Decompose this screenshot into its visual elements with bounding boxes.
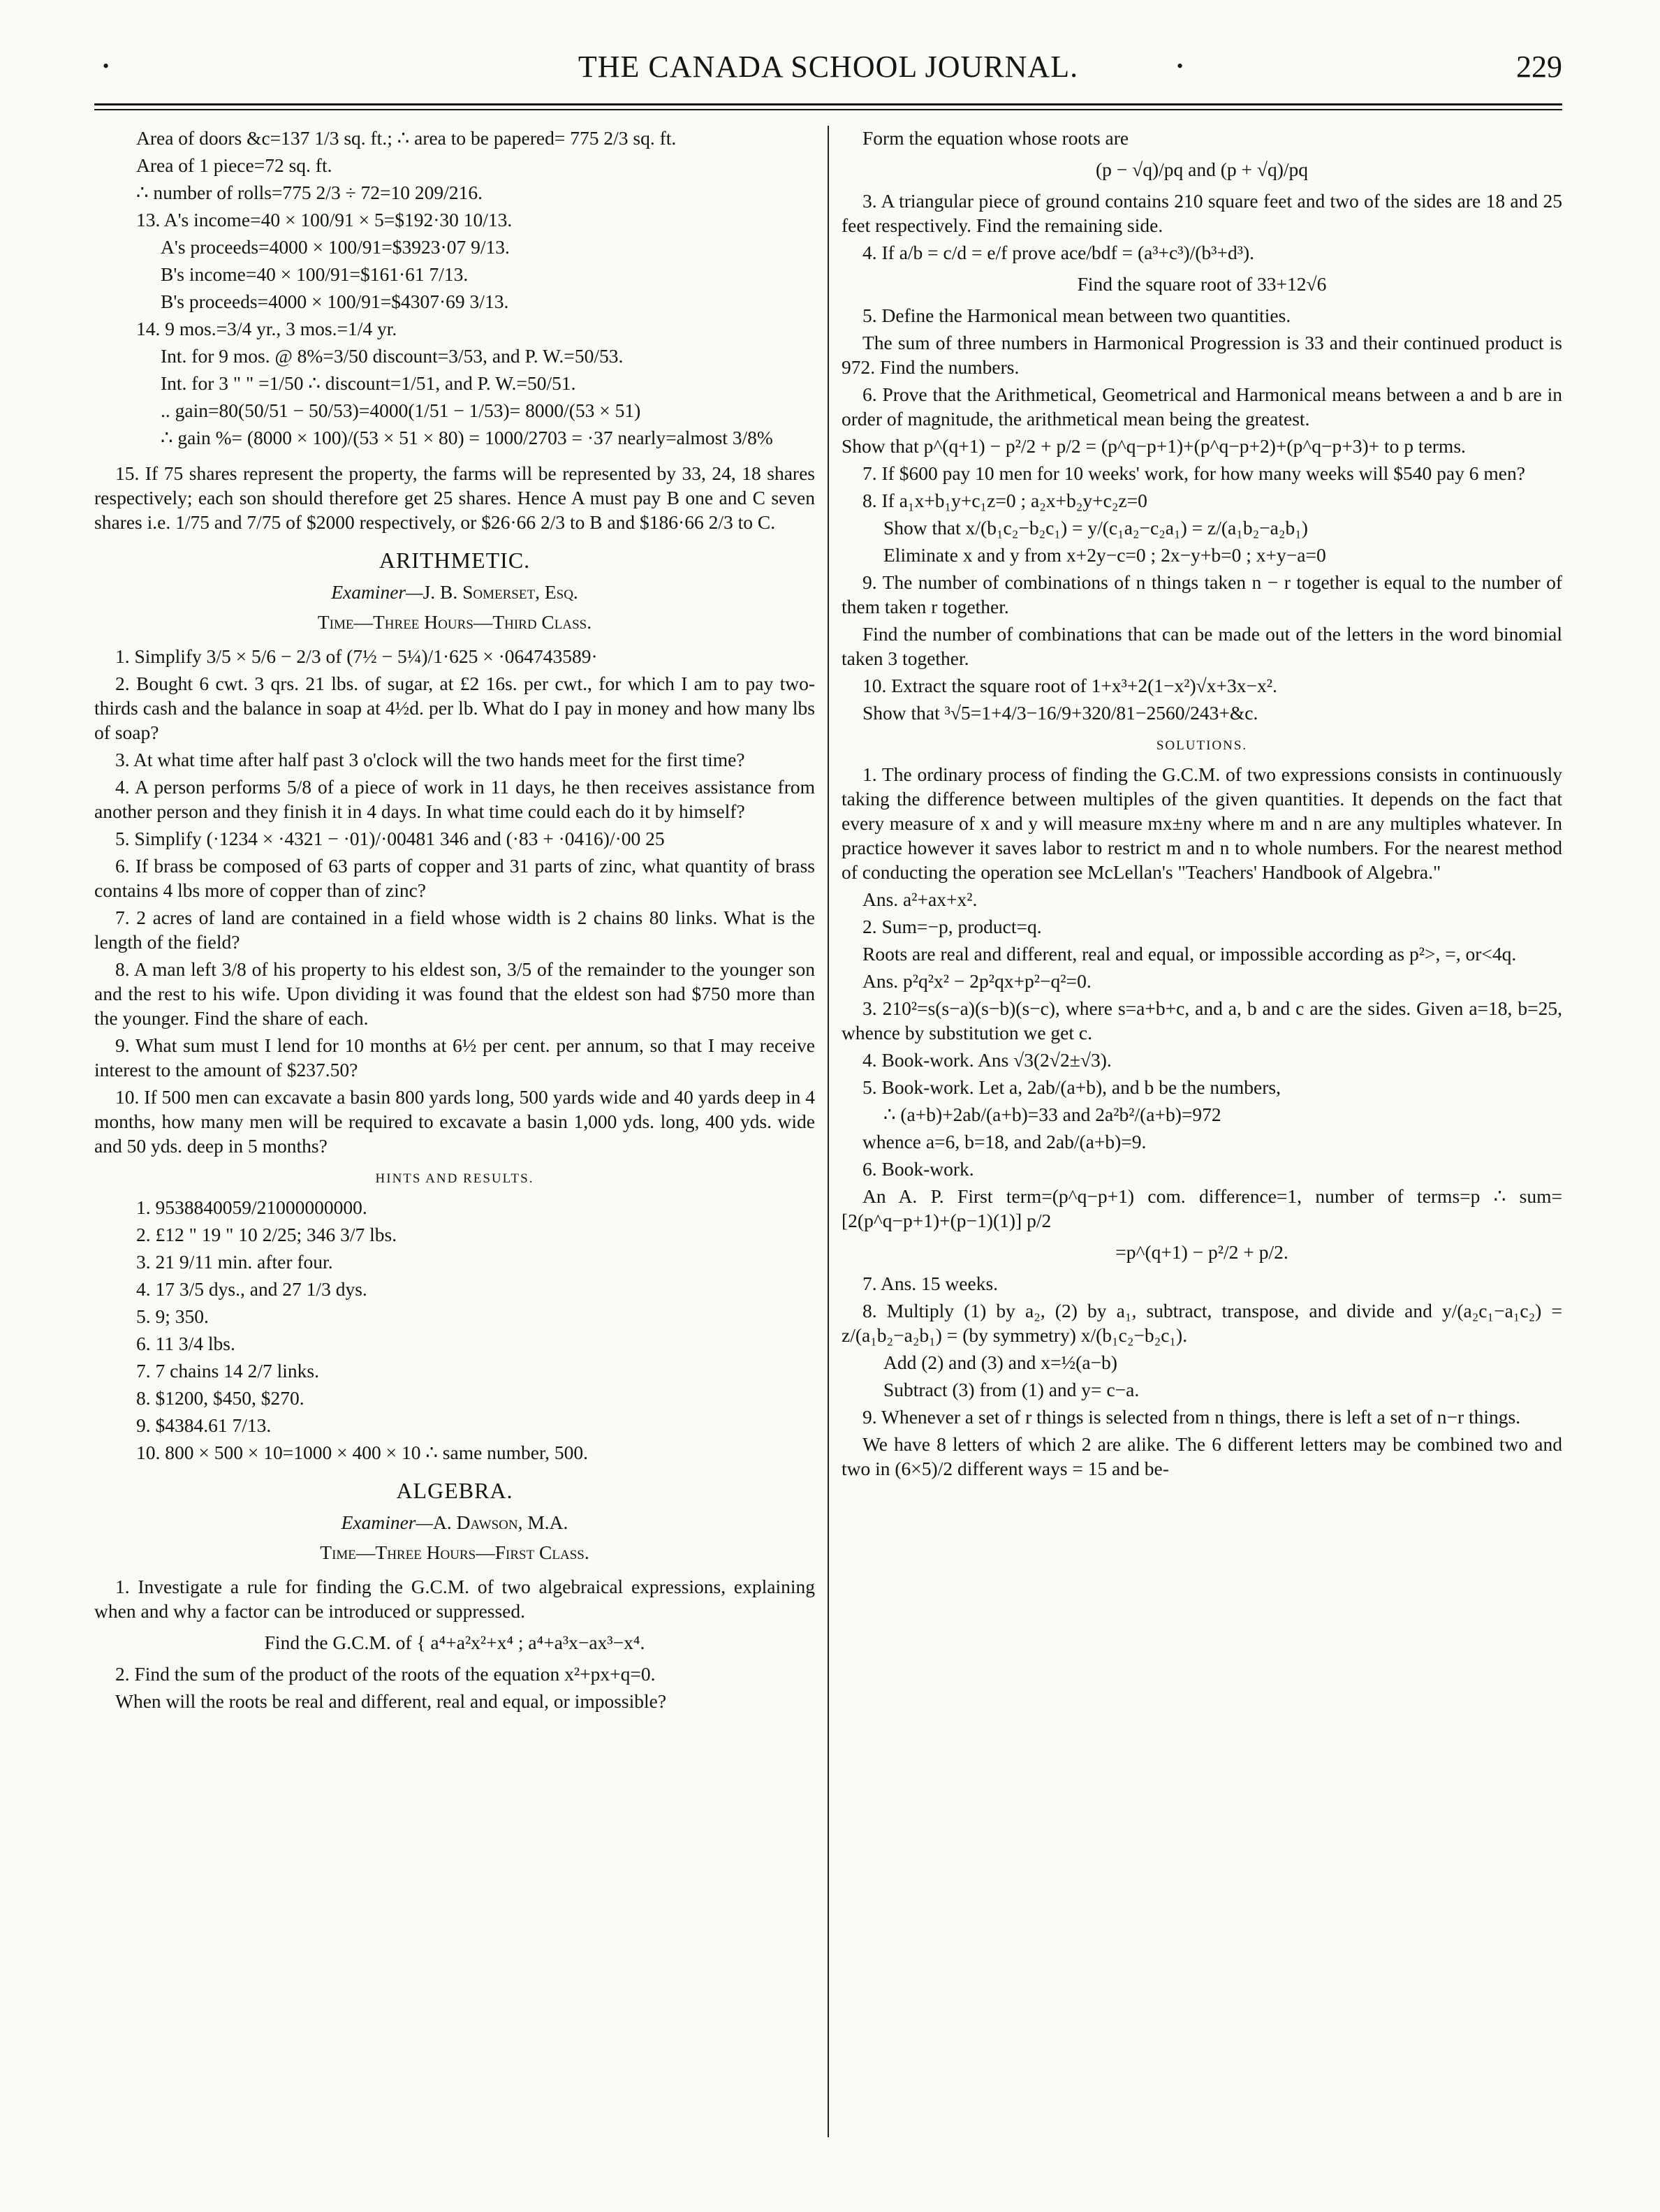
ornament-dot: •	[103, 56, 110, 76]
formula-line: =p^(q+1) − p²/2 + p/2.	[1115, 1241, 1288, 1263]
ornament-dot: •	[1177, 56, 1184, 76]
hint-line: 9. $4384.61 7/13.	[136, 1414, 272, 1436]
question: 1. Investigate a rule for finding the G.C.M. of two algebraical expressions, explaining when and why a factor can be introduced or suppressed.	[94, 1576, 815, 1622]
question: 8. A man left 3/8 of his property to his eldest son, 3/5 of the remainder to the younger son and the rest to his wife. Upon dividing it was found that the eldest son had $750 more than the younger. Find the share of each.	[94, 958, 815, 1029]
time-line: Time—Three Hours—First Class.	[320, 1541, 589, 1563]
solution: 5. Book-work. Let a, 2ab/(a+b), and b be the numbers,	[862, 1076, 1281, 1098]
hint-line: 4. 17 3/5 dys., and 27 1/3 dys.	[136, 1278, 367, 1300]
question: 10. If 500 men can excavate a basin 800 yards long, 500 yards wide and 40 yards deep in 4 months, how many men will be required to excavate a basin 1,000 yds. long, 400 yds. wide and 50 yds. deep in 5 months?	[94, 1086, 815, 1157]
hint-line: 6. 11 3/4 lbs.	[136, 1333, 235, 1354]
formula-line: Find the G.C.M. of { a⁴+a²x²+x⁴ ; a⁴+a³x−ax³−x⁴.	[264, 1632, 645, 1653]
hint-line: 2. £12 " 19 " 10 2/25; 346 3/7 lbs.	[136, 1224, 397, 1245]
solution: 1. The ordinary process of finding the G.C.M. of two expressions consists in continuously taking the difference between multiples of the given quantities. It depends on the fact that every measure of x and y will measure mx±ny where m and n are any multiples whatever. In practice however it saves labor to restrict m and n to whole numbers. For the nearest method of conducting the operation see McLellan's "Teachers' Handbook of Algebra."	[842, 763, 1562, 883]
question: Find the number of combinations that can be made out of the letters in the word binomial taken 3 together.	[842, 623, 1562, 669]
text-line: 13. A's income=40 × 100/91 × 5=$192·30 10/13.	[136, 209, 513, 230]
solution: 9. Whenever a set of r things is selected from n things, there is left a set of n−r things.	[862, 1406, 1521, 1428]
question: 7. If $600 pay 10 men for 10 weeks' work, for how many weeks will $540 pay 6 men?	[862, 462, 1525, 484]
question: Show that ³√5=1+4/3−16/9+320/81−2560/243+&c.	[862, 702, 1258, 724]
examiner-name: A. Dawson, M.A.	[432, 1511, 568, 1533]
solution: An A. P. First term=(p^q−p+1) com. difference=1, number of terms=p ∴ sum=[2(p^q−p+1)+(p−1)(1)] p/2	[842, 1185, 1562, 1231]
question: 7. 2 acres of land are contained in a field whose width is 2 chains 80 links. What is the length of the field?	[94, 907, 815, 953]
question: Form the equation whose roots are	[862, 127, 1129, 149]
text-line: Area of doors &c=137 1/3 sq. ft.; ∴ area to be papered= 775 2/3 sq. ft.	[136, 127, 677, 149]
hint-line: 10. 800 × 500 × 10=1000 × 400 × 10 ∴ same number, 500.	[136, 1442, 588, 1463]
question: 10. Extract the square root of 1+x³+2(1−x²)√x+3x−x².	[862, 675, 1277, 696]
question: 6. Prove that the Arithmetical, Geometrical and Harmonical means between a and b are in order of magnitude, the arithmetical mean being the greatest.	[842, 383, 1562, 430]
solution: 6. Book-work.	[862, 1158, 974, 1180]
formula-line: ∴ (a+b)+2ab/(a+b)=33 and 2a²b²/(a+b)=972	[883, 1104, 1221, 1125]
formula-line: .. gain=80(50/51 − 50/53)=4000(1/51 − 1/53)= 8000/(53 × 51)	[161, 400, 641, 421]
question: When will the roots be real and different, real and equal, or impossible?	[115, 1690, 667, 1712]
right-column	[829, 126, 1562, 2137]
text-line: Int. for 3 " " =1/50 ∴ discount=1/51, and P. W.=50/51.	[161, 372, 576, 394]
solution: Subtract (3) from (1) and y= c−a.	[883, 1379, 1140, 1400]
masthead	[94, 0, 1562, 103]
hint-line: 7. 7 chains 14 2/7 links.	[136, 1360, 320, 1382]
solutions-heading: SOLUTIONS.	[1156, 738, 1248, 753]
examiner-prefix: Examiner—	[341, 1511, 433, 1533]
hint-line: 1. 9538840059/21000000000.	[136, 1196, 367, 1218]
question: 4. If a/b = c/d = e/f prove ace/bdf = (a³+c³)/(b³+d³).	[862, 242, 1254, 263]
question: 1. Simplify 3/5 × 5/6 − 2/3 of (7½ − 5¼)/1·625 × ·064743589·	[115, 645, 598, 667]
question: 3. At what time after half past 3 o'clock will the two hands meet for the first time?	[115, 749, 745, 770]
solution: Add (2) and (3) and x=½(a−b)	[883, 1352, 1117, 1373]
section-title-arithmetic: ARITHMETIC.	[379, 548, 531, 573]
text-line: A's proceeds=4000 × 100/91=$3923·07 9/13.	[161, 236, 510, 258]
formula-line: (p − √q)/pq and (p + √q)/pq	[1095, 159, 1309, 180]
text-line: Area of 1 piece=72 sq. ft.	[136, 154, 332, 176]
hint-line: 8. $1200, $450, $270.	[136, 1387, 304, 1409]
question: 2. Bought 6 cwt. 3 qrs. 21 lbs. of sugar, at £2 16s. per cwt., for which I am to pay two-thirds cash and the balance in soap at 4½d. per lb. What do I pay in money and how many lbs of soap?	[94, 673, 815, 743]
question: 2. Find the sum of the product of the roots of the equation x²+px+q=0.	[115, 1663, 656, 1685]
section-title-algebra: ALGEBRA.	[396, 1478, 513, 1503]
hints-heading: HINTS AND RESULTS.	[375, 1171, 534, 1186]
question: 3. A triangular piece of ground contains 210 square feet and two of the sides are 18 and 25 feet respectively. Find the remaining side.	[842, 190, 1562, 236]
page-number: 229	[1516, 50, 1562, 84]
question: 5. Simplify (·1234 × ·4321 − ·01)/·00481 346 and (·83 + ·0416)/·00 25	[115, 828, 665, 849]
left-column	[94, 126, 828, 2137]
examiner-line	[94, 1510, 815, 1535]
hint-line: 5. 9; 350.	[136, 1305, 209, 1327]
question: 8. If a₁x+b₁y+c₁z=0 ; a₂x+b₂y+c₂z=0	[862, 490, 1147, 511]
formula-line: Find the square root of 33+12√6	[1077, 273, 1327, 295]
solution: Ans. p²q²x² − 2p²qx+p²−q²=0.	[862, 970, 1092, 992]
solution: We have 8 letters of which 2 are alike. The 6 different letters may be combined two and two in (6×5)/2 different ways = 15 and be-	[842, 1433, 1562, 1479]
columns	[94, 126, 1562, 2137]
formula-line: ∴ gain %= (8000 × 100)/(53 × 51 × 80) = 1000/2703 = ·37 nearly=almost 3/8%	[161, 427, 773, 448]
solution: Ans. a²+ax+x².	[862, 888, 978, 910]
question: 4. A person performs 5/8 of a piece of work in 11 days, he then receives assistance from another person and they finish it in 4 days. In what time could each do it by himself?	[94, 776, 815, 822]
question: 9. What sum must I lend for 10 months at 6½ per cent. per annum, so that I may receive interest to the amount of $237.50?	[94, 1034, 815, 1081]
question: 9. The number of combinations of n things taken n − r together is equal to the number of them taken r together.	[842, 571, 1562, 617]
text-line: B's proceeds=4000 × 100/91=$4307·69 3/13.	[161, 291, 509, 312]
text-line: Int. for 9 mos. @ 8%=3/50 discount=3/53, and P. W.=50/53.	[161, 345, 624, 367]
formula-line: Show that p^(q+1) − p²/2 + p/2 = (p^q−p+1)+(p^q−p+2)+(p^q−p+3)+ to p terms.	[842, 435, 1466, 457]
question: 6. If brass be composed of 63 parts of copper and 31 parts of zinc, what quantity of brass contains 4 lbs more of copper than of zinc?	[94, 855, 815, 901]
text-line: 14. 9 mos.=3/4 yr., 3 mos.=1/4 yr.	[136, 318, 397, 339]
journal-title: THE CANADA SCHOOL JOURNAL.	[578, 50, 1079, 84]
paragraph: 15. If 75 shares represent the property, the farms will be represented by 33, 24, 18 shares respectively; each son should therefore get 25 shares. Hence A must pay B one and C seven shares i.e. 1/75 and 7/75 of $2000 respectively, or $26·66 2/3 to B and $186·66 2/3 to C.	[94, 462, 815, 533]
text-line: ∴ number of rolls=775 2/3 ÷ 72=10 209/216.	[136, 182, 483, 203]
examiner-prefix: Examiner—	[331, 581, 423, 603]
question: 5. Define the Harmonical mean between two quantities.	[862, 305, 1291, 326]
examiner-line	[94, 580, 815, 604]
solution: 8. Multiply (1) by a₂, (2) by a₁, subtract, transpose, and divide and y/(a₂c₁−a₁c₂) = z/(a₁b₂−a₂b₁) = (by symmetry) x/(b₁c₂−b₂c₁).	[842, 1300, 1562, 1346]
question: The sum of three numbers in Harmonical Progression is 33 and their continued product is 972. Find the numbers.	[842, 332, 1562, 378]
solution: 4. Book-work. Ans √3(2√2±√3).	[862, 1049, 1112, 1071]
formula-line: Eliminate x and y from x+2y−c=0 ; 2x−y+b=0 ; x+y−a=0	[883, 544, 1326, 566]
solution: whence a=6, b=18, and 2ab/(a+b)=9.	[862, 1131, 1147, 1152]
solution: 2. Sum=−p, product=q.	[862, 916, 1042, 937]
solution: Roots are real and different, real and equal, or impossible according as p²>, =, or<4q.	[862, 943, 1517, 965]
time-line: Time—Three Hours—Third Class.	[317, 611, 592, 633]
text-line: B's income=40 × 100/91=$161·61 7/13.	[161, 263, 469, 285]
header-rule	[94, 103, 1562, 110]
solution: 3. 210²=s(s−a)(s−b)(s−c), where s=a+b+c, and a, b and c are the sides. Given a=18, b=25, whence by substitution we get c.	[842, 997, 1562, 1043]
formula-line: Show that x/(b₁c₂−b₂c₁) = y/(c₁a₂−c₂a₁) = z/(a₁b₂−a₂b₁)	[883, 517, 1308, 539]
solution: 7. Ans. 15 weeks.	[862, 1273, 999, 1294]
hint-line: 3. 21 9/11 min. after four.	[136, 1251, 333, 1273]
examiner-name: J. B. Somerset, Esq.	[423, 581, 578, 603]
